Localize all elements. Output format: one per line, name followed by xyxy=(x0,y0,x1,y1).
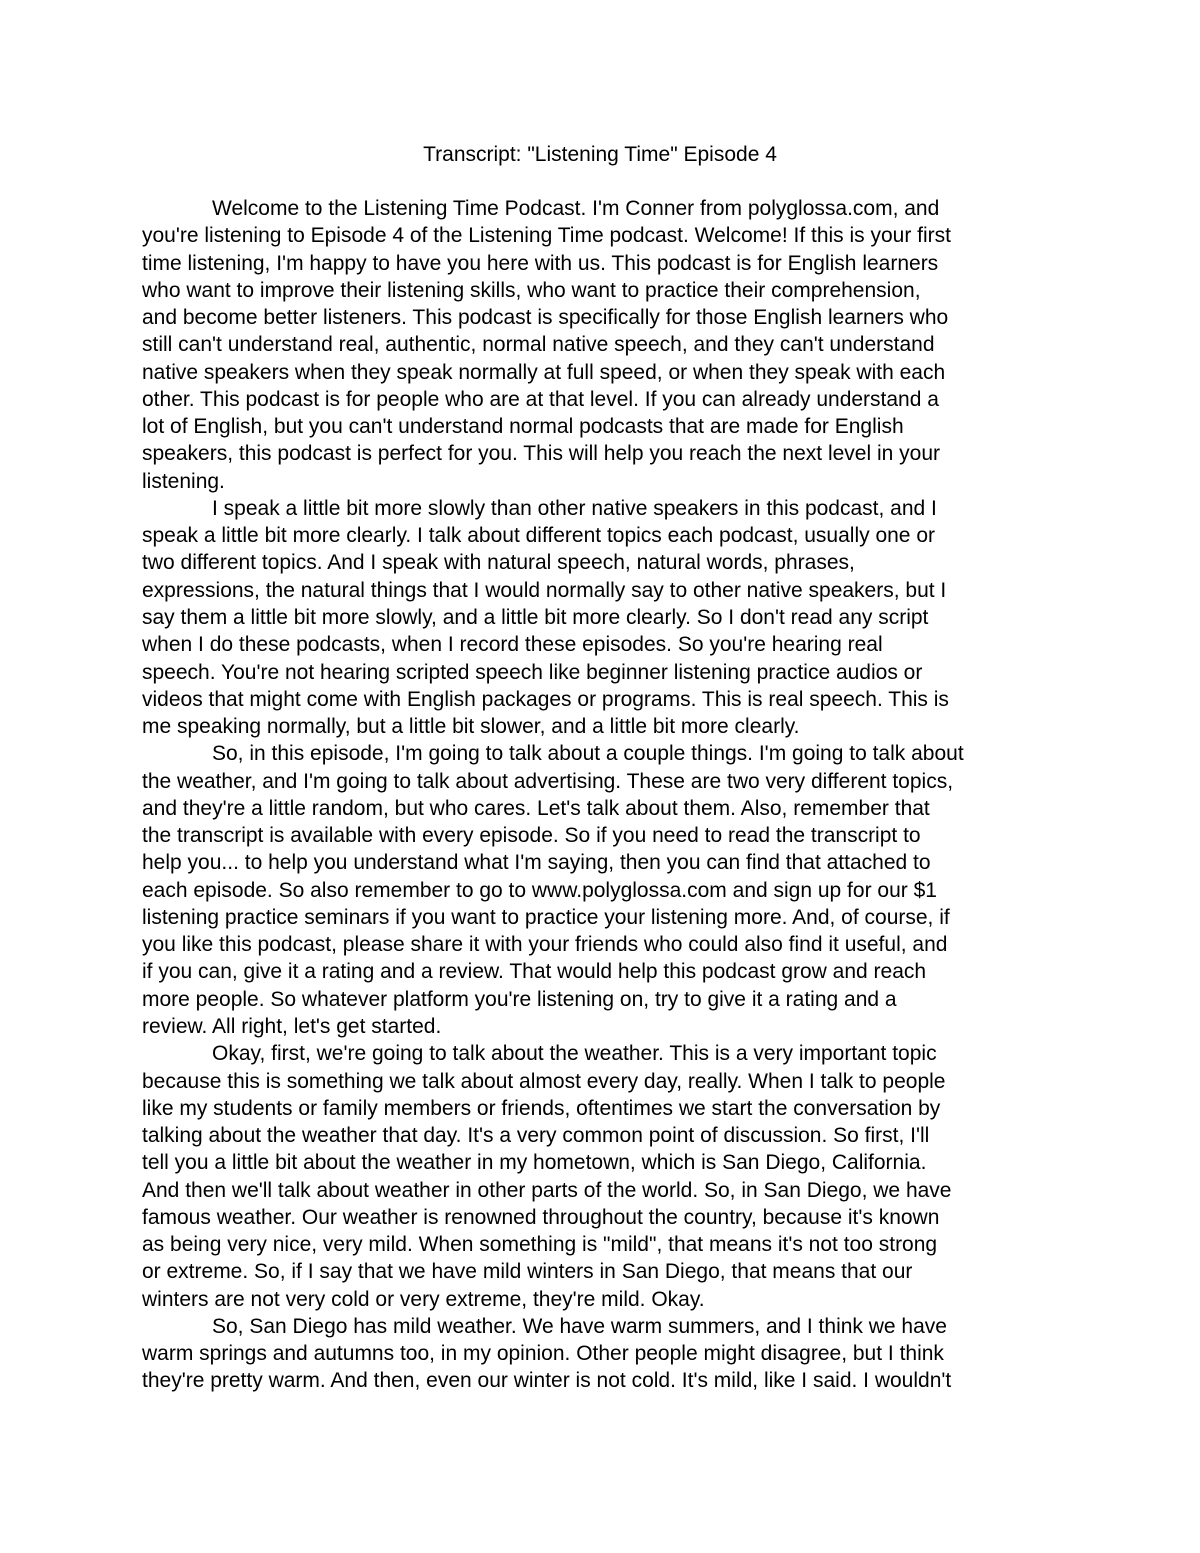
transcript-line: Okay, first, we're going to talk about the weather. This is a very important topic xyxy=(212,1042,937,1066)
transcript-line: speakers, this podcast is perfect for you. This will help you reach the next level in your xyxy=(142,442,941,466)
transcript-line: famous weather. Our weather is renowned throughout the country, because it's known xyxy=(142,1205,940,1229)
transcript-line: winters are not very cold or very extreme, they're mild. Okay. xyxy=(142,1287,705,1311)
transcript-line: as being very nice, very mild. When something is "mild", that means it's not too strong xyxy=(142,1233,938,1257)
transcript-line: time listening, I'm happy to have you here with us. This podcast is for English learners xyxy=(142,251,939,275)
transcript-line: speech. You're not hearing scripted speech like beginner listening practice audios or xyxy=(142,660,923,684)
transcript-line: you're listening to Episode 4 of the Listening Time podcast. Welcome! If this is your first xyxy=(142,224,952,248)
transcript-line: when I do these podcasts, when I record these episodes. So you're hearing real xyxy=(142,633,883,657)
transcript-line: me speaking normally, but a little bit slower, and a little bit more clearly. xyxy=(142,715,800,739)
transcript-line: review. All right, let's get started. xyxy=(142,1014,442,1038)
transcript-line: videos that might come with English packages or programs. This is real speech. This is xyxy=(142,687,949,711)
transcript-line: talking about the weather that day. It's a very common point of discussion. So first, I'll xyxy=(142,1124,930,1148)
transcript-line: tell you a little bit about the weather in my hometown, which is San Diego, California. xyxy=(142,1151,927,1175)
transcript-line: and become better listeners. This podcast is specifically for those English learners who xyxy=(142,306,949,330)
transcript-line: you like this podcast, please share it with your friends who could also find it useful, and xyxy=(142,933,948,957)
transcript-line: the weather, and I'm going to talk about advertising. These are two very different topics, xyxy=(142,769,954,793)
transcript-line: say them a little bit more slowly, and a little bit more clearly. So I don't read any script xyxy=(142,605,929,629)
transcript-line: like my students or family members or friends, oftentimes we start the conversation by xyxy=(142,1096,941,1120)
transcript-line: and they're a little random, but who cares. Let's talk about them. Also, remember that xyxy=(142,796,930,820)
transcript-line: the transcript is available with every episode. So if you need to read the transcript to xyxy=(142,824,921,848)
transcript-line: help you... to help you understand what I'm saying, then you can find that attached to xyxy=(142,851,931,875)
transcript-line: they're pretty warm. And then, even our winter is not cold. It's mild, like I said. I wouldn't xyxy=(142,1369,952,1393)
transcript-line: So, San Diego has mild weather. We have warm summers, and I think we have xyxy=(212,1314,947,1338)
transcript-line: if you can, give it a rating and a review. That would help this podcast grow and reach xyxy=(142,960,927,984)
transcript-line: native speakers when they speak normally at full speed, or when they speak with each xyxy=(142,360,946,384)
transcript-line: lot of English, but you can't understand normal podcasts that are made for English xyxy=(142,415,904,439)
transcript-line: listening. xyxy=(142,469,225,493)
transcript-line: other. This podcast is for people who are at that level. If you can already understand a xyxy=(142,387,939,411)
transcript-line: Welcome to the Listening Time Podcast. I'm Conner from polyglossa.com, and xyxy=(212,197,940,220)
transcript-line: warm springs and autumns too, in my opinion. Other people might disagree, but I think xyxy=(142,1342,944,1366)
transcript-line: I speak a little bit more slowly than other native speakers in this podcast, and I xyxy=(212,496,937,520)
transcript-line: expressions, the natural things that I would normally say to other native speakers, but I xyxy=(142,578,947,602)
transcript-line: each episode. So also remember to go to www.polyglossa.com and sign up for our $1 xyxy=(142,878,937,902)
transcript-body xyxy=(142,195,1062,1395)
transcript-line: or extreme. So, if I say that we have mild winters in San Diego, that means that our xyxy=(142,1260,913,1284)
transcript-line: speak a little bit more clearly. I talk about different topics each podcast, usually one or xyxy=(142,524,935,548)
transcript-line: still can't understand real, authentic, normal native speech, and they can't understand xyxy=(142,333,935,357)
transcript-line: two different topics. And I speak with natural speech, natural words, phrases, xyxy=(142,551,855,575)
document-title: Transcript: "Listening Time" Episode 4 xyxy=(423,143,777,166)
transcript-line: because this is something we talk about almost every day, really. When I talk to people xyxy=(142,1069,946,1093)
transcript-line: listening practice seminars if you want to practice your listening more. And, of course, if xyxy=(142,905,950,929)
transcript-line: who want to improve their listening skills, who want to practice their comprehension, xyxy=(142,278,921,302)
transcript-line: So, in this episode, I'm going to talk about a couple things. I'm going to talk about xyxy=(212,742,964,766)
transcript-line: And then we'll talk about weather in other parts of the world. So, in San Diego, we have xyxy=(142,1178,952,1202)
transcript-line: more people. So whatever platform you're listening on, try to give it a rating and a xyxy=(142,987,897,1011)
